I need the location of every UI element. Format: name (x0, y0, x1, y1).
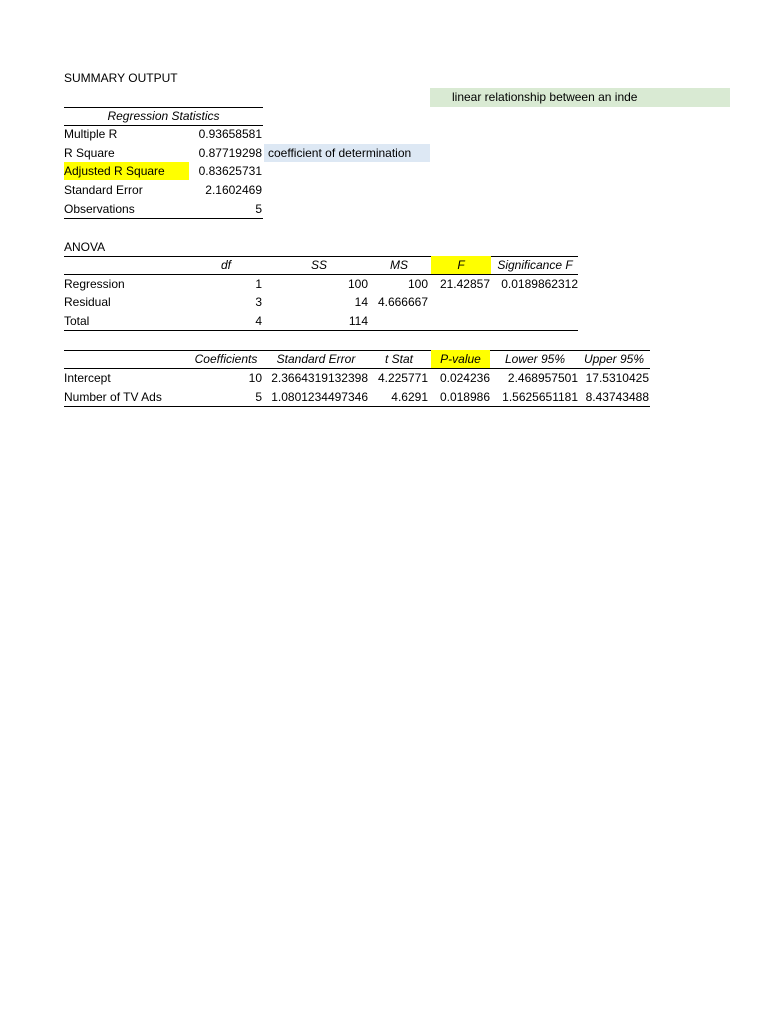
coef-cell-upper-95: 17.5310425 (585, 371, 649, 385)
reg-stat-value-standard-error: 2.1602469 (205, 183, 262, 197)
reg-stat-label-adjusted-r-square: Adjusted R Square (64, 162, 189, 180)
coef-row-label: Intercept (64, 371, 111, 385)
anova-cell-f: 21.42857 (439, 277, 490, 291)
coef-cell-coefficient: 5 (255, 390, 262, 404)
note-coefficient-of-determination[interactable]: coefficient of determination (264, 144, 430, 162)
coef-cell-p-value: 0.024236 (439, 371, 490, 385)
reg-stats-header: Regression Statistics (107, 109, 220, 123)
anova-cell-ss: 114 (348, 314, 368, 328)
reg-stat-label-observations: Observations (64, 202, 135, 216)
anova-header-ms: MS (390, 258, 408, 272)
reg-stat-value-multiple-r: 0.93658581 (198, 127, 262, 141)
coef-header-upper-95: Upper 95% (583, 352, 645, 366)
anova-header-f: F (431, 256, 491, 274)
coef-bottom-border (64, 406, 650, 407)
anova-cell-df: 3 (255, 295, 262, 309)
coef-cell-t-stat: 4.225771 (377, 371, 428, 385)
anova-header-ss: SS (310, 258, 327, 272)
note-linear-relationship[interactable]: linear relationship between an inde (430, 88, 730, 107)
coef-cell-standard-error: 1.0801234497346 (271, 390, 368, 404)
coef-header-lower-95: Lower 95% (504, 352, 566, 366)
reg-stats-bottom-border (64, 218, 263, 219)
coef-header-coefficients: Coefficients (194, 352, 258, 366)
coef-header-t-stat: t Stat (384, 352, 413, 366)
coef-row-label: Number of TV Ads (64, 390, 162, 404)
coef-cell-standard-error: 2.3664319132398 (271, 371, 368, 385)
coef-cell-t-stat: 4.6291 (391, 390, 428, 404)
summary-title: SUMMARY OUTPUT (64, 71, 178, 85)
reg-stat-value-r-square: 0.87719298 (198, 146, 262, 160)
anova-header-significance-f: Significance F (497, 258, 573, 272)
anova-bottom-border (64, 330, 578, 331)
coef-cell-lower-95: 2.468957501 (507, 371, 578, 385)
anova-cell-ss: 14 (354, 295, 368, 309)
anova-cell-ms: 4.666667 (377, 295, 428, 309)
anova-row-label: Residual (64, 295, 111, 309)
anova-cell-significance-f: 0.0189862312 (501, 277, 578, 291)
coef-cell-lower-95: 1.5625651181 (502, 390, 578, 404)
anova-cell-df: 1 (255, 277, 262, 291)
coef-header-standard-error: Standard Error (276, 352, 356, 366)
coef-cell-coefficient: 10 (248, 371, 262, 385)
reg-stat-label-standard-error: Standard Error (64, 183, 143, 197)
coef-header-p-value: P-value (431, 350, 490, 368)
reg-stat-label-multiple-r: Multiple R (64, 127, 118, 141)
reg-stat-value-adjusted-r-square: 0.83625731 (198, 164, 262, 178)
reg-stat-value-observations: 5 (255, 202, 262, 216)
coef-cell-p-value: 0.018986 (439, 390, 490, 404)
reg-stat-label-r-square: R Square (64, 146, 115, 160)
anova-title: ANOVA (64, 240, 106, 254)
coef-cell-upper-95: 8.43743488 (585, 390, 649, 404)
anova-cell-ss: 100 (347, 277, 368, 291)
anova-row-label: Regression (64, 277, 125, 291)
anova-header-df: df (220, 258, 231, 272)
anova-row-label: Total (64, 314, 90, 328)
anova-cell-ms: 100 (407, 277, 428, 291)
anova-cell-df: 4 (255, 314, 262, 328)
